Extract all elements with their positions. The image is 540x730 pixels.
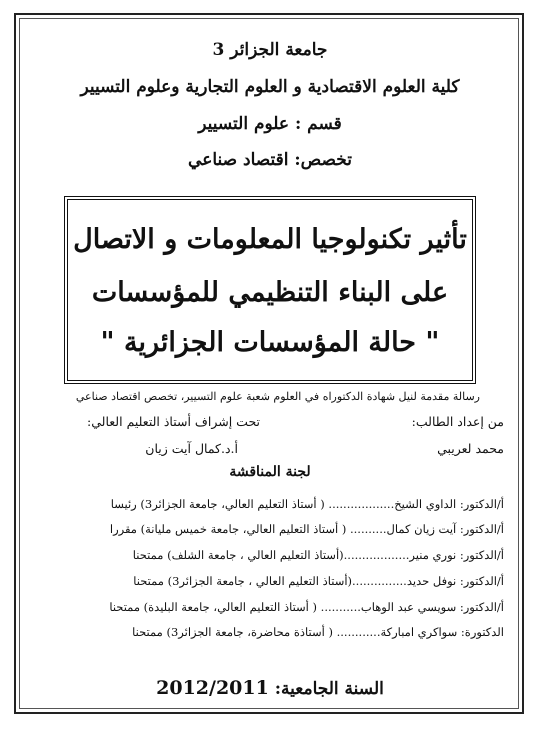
committee-member: أ/الدكتور: نوفل حديد...............(أستاذ التعليم العالي ، جامعة الجزائر3) ممتحنا (133, 574, 504, 588)
academic-year-label: السنة الجامعية: (274, 679, 384, 699)
committee-member: أ/الدكتور: الداوي الشيخ.................. ( أستاذ التعليم العالي، جامعة الجزائر3) رئيسا (110, 497, 504, 511)
faculty-name: كلية العلوم الاقتصادية و العلوم التجارية وعلوم التسيير (80, 77, 460, 97)
thesis-title-box (64, 196, 476, 384)
supervisor-name: أ.د.كمال آيت زيان (145, 441, 238, 456)
committee-member: أ/الدكتور: آيت زيان كمال.......... ( أستاذ التعليم العالي، جامعة خميس مليانة) مقررا (109, 522, 504, 536)
supervisor-label: تحت إشراف أستاذ التعليم العالي: (87, 414, 260, 429)
university-name: جامعة الجزائر 3 (212, 40, 328, 60)
committee-member: أ/الدكتور: سويسي عبد الوهاب........... ( أستاذ التعليم العالي، جامعة البليدة) ممتحنا (109, 600, 504, 614)
committee-member: أ/الدكتور: نوري منير..................(أستاذ التعليم العالي ، جامعة الشلف) ممتحنا (132, 548, 504, 562)
thesis-title-line-3: " حالة المؤسسات الجزائرية " (100, 327, 440, 358)
specialty-name: تخصص: اقتصاد صناعي (188, 150, 352, 170)
student-name: محمد لعريبي (437, 441, 504, 456)
thesis-description: رسالة مقدمة لنيل شهادة الدكتوراه في العلوم شعبة علوم التسيير، تخصص اقتصاد صناعي (75, 390, 480, 403)
committee-title: لجنة المناقشة (229, 464, 311, 480)
committee-member: الدكتورة: سواكري امباركة............ ( أستاذة محاضرة، جامعة الجزائر3) ممتحنا (132, 625, 504, 639)
department-name: قسم : علوم التسيير (198, 114, 342, 134)
academic-year (0, 677, 540, 699)
thesis-title-line-2: على البناء التنظيمي للمؤسسات (91, 277, 449, 308)
student-label: من إعداد الطالب: (411, 414, 504, 429)
thesis-title-line-1: تأثير تكنولوجيا المعلومات و الاتصال (73, 224, 467, 255)
academic-year-value: 2012/2011 (156, 677, 269, 699)
